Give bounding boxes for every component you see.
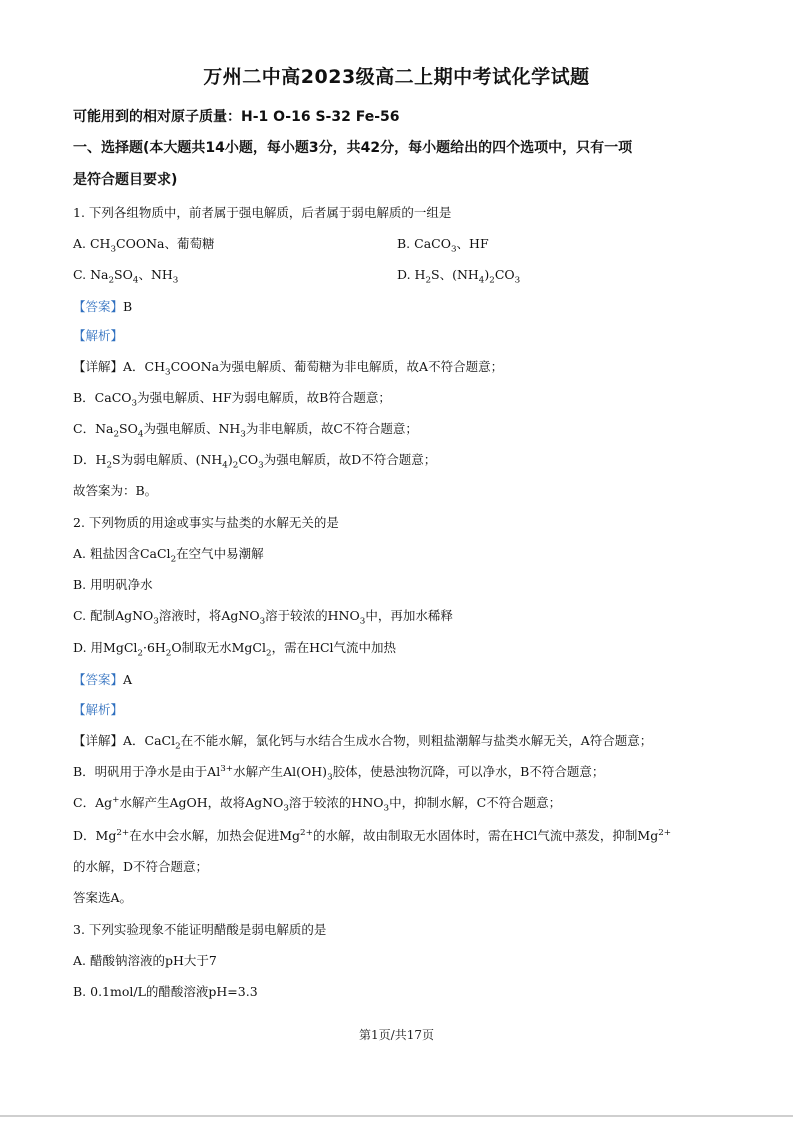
answer-tag: 【答案】 [73,672,124,687]
q2-detail-c: C．Ag+水解产生AgOH，故将AgNO$_3$溶于较浓的$HNO_3$中，抑制水解，C不符合题意； [73,794,562,814]
q1-conclusion: 故答案为：B。 [73,483,158,498]
q1-detail-d: D．$H_2S$为弱电解质、$(NH_4)_2CO_3$为强电解质，故D不符合题意； [73,452,437,471]
answer-tag: 【答案】 [73,299,124,314]
q2-stem: 2. 下列物质的用途或事实与盐类的水解无关的是 [73,515,339,530]
q2-detail-a: 【详解】A．CaCl$_2$在不能水解，氯化钙与水结合生成水合物，则粗盐潮解与盐类水解无关，A符合题意； [73,733,653,752]
page-footer: 第1页/共17页 [359,1028,434,1042]
q2-analysis-tag: 【解析】 [73,702,124,717]
q1-answer: 【答案】B [73,299,133,314]
q1-option-b: B. CaCO$_3$、HF [397,236,489,255]
q2-detail-b: B．明矾用于净水是由于$Al^{3+}$水解产生$Al(OH)_3$胶体，使悬浊物沉降，可以净水，B不符合题意； [73,763,605,783]
q2-detail-d: D．$Mg^{2+}$在水中会水解，加热会促进$Mg^{2+}$的水解，故由制取无水固体时，需在HCl气流中蒸发，抑制$Mg^{2+}$ [73,827,672,843]
section-heading-line1: 一、选择题(本大题共14小题，每小题3分，共42分，每小题给出的四个选项中，只有一项 [73,140,633,156]
q2-conclusion: 答案选A。 [73,890,133,905]
q2-answer: 【答案】A [73,672,133,687]
q1-option-d: D. $H_2S$、$(NH_4)_2CO_3$ [397,267,521,286]
q3-option-a: A. 醋酸钠溶液的pH大于7 [73,953,217,968]
q1-detail-a: 【详解】A．$CH_3COONa$为强电解质、葡萄糖为非电解质，故A不符合题意； [73,359,504,378]
q3-option-b: B. 0.1mol/L的醋酸溶液pH=3.3 [73,984,258,999]
atomic-masses-note: 可能用到的相对原子质量：H-1 O-16 S-32 Fe-56 [73,109,400,125]
q1-detail-c: C．$Na_2SO_4$为强电解质、$NH_3$为非电解质，故C不符合题意； [73,421,418,440]
q3-stem: 3. 下列实验现象不能证明醋酸是弱电解质的是 [73,922,327,937]
q1-option-a: A. $CH_3COONa$、葡萄糖 [73,236,215,255]
q1-analysis-tag: 【解析】 [73,328,124,343]
q1-detail-b: B．CaCO$_3$为强电解质、HF为弱电解质，故B符合题意； [73,390,391,409]
section-heading-line2: 是符合题目要求) [73,172,178,188]
q1-option-c: C. $Na_2SO_4$、$NH_3$ [73,267,179,286]
q2-option-b: B. 用明矾净水 [73,577,153,592]
page-title: 万州二中高2023级高二上期中考试化学试题 [203,66,590,88]
bottom-divider [0,1115,793,1117]
q1-stem: 1. 下列各组物质中，前者属于强电解质，后者属于弱电解质的一组是 [73,205,452,220]
q2-option-d: D. 用$MgCl_2\cdot 6H_2O$制取无水MgCl$_2$，需在HCl气流中加热 [73,640,397,659]
q2-detail-d-cont: 的水解，D不符合题意； [73,859,209,874]
q2-option-c: C. 配制AgNO$_3$溶液时，将AgNO$_3$溶于较浓的$HNO_3$中，再加水稀释 [73,608,453,627]
q2-option-a: A. 粗盐因含CaCl$_2$在空气中易潮解 [73,546,264,565]
